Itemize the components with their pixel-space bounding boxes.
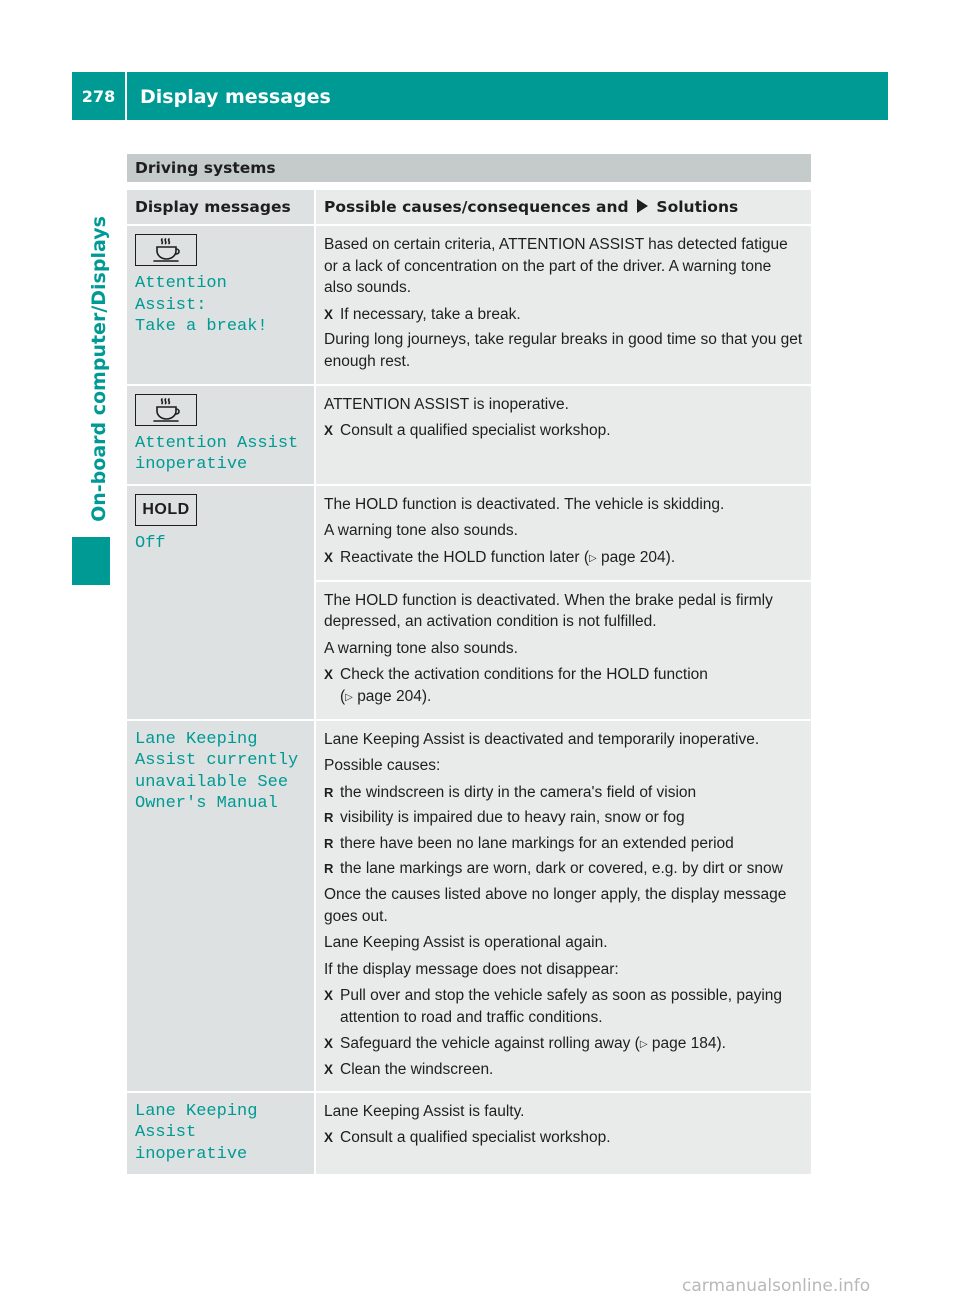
instruction-x-icon: X	[324, 549, 334, 565]
paragraph: Possible causes:	[324, 757, 441, 775]
item-text: Reactivate the HOLD function later (	[340, 548, 589, 566]
instruction-step	[324, 985, 803, 1028]
table-row-group	[127, 1091, 811, 1174]
solution-cell	[316, 1093, 811, 1174]
display-message-text: Off	[135, 533, 166, 553]
bullet-item	[324, 858, 803, 880]
item-text: visibility is impaired due to heavy rain, snow or fog	[340, 809, 685, 827]
side-chapter-marker	[72, 537, 110, 585]
paragraph: Lane Keeping Assist is faulty.	[324, 1102, 525, 1120]
paragraph: The HOLD function is deactivated. The vehicle is skidding.	[324, 495, 725, 513]
instruction-x-icon: X	[324, 306, 334, 322]
column-header-solutions-text: Possible causes/consequences and	[324, 198, 629, 216]
side-chapter-text: On-board computer/Displays	[88, 216, 110, 522]
hold-icon: HOLD	[135, 494, 197, 526]
paragraph: If the display message does not disappear:	[324, 960, 619, 978]
paragraph: A warning tone also sounds.	[324, 639, 518, 657]
solution-cell	[316, 721, 811, 1091]
display-message-text: Attention Assist inoperative	[135, 433, 299, 475]
bullet-r-icon: R	[324, 810, 334, 826]
paragraph: The HOLD function is deactivated. When the brake pedal is firmly depressed, an activation condition is not fulfilled.	[324, 591, 773, 631]
instruction-step	[324, 1127, 803, 1149]
section-title: Display messages	[140, 86, 331, 108]
bullet-item	[324, 782, 803, 804]
instruction-step	[324, 664, 803, 708]
display-message-text: Lane Keeping Assist inoperative	[135, 1101, 258, 1164]
item-text-end: ).	[421, 687, 432, 705]
item-text: If necessary, take a break.	[340, 305, 521, 323]
paragraph: ATTENTION ASSIST is inoperative.	[324, 395, 569, 413]
instruction-step	[324, 304, 803, 326]
solutions-column	[316, 1093, 811, 1174]
page-number: 278	[81, 87, 116, 106]
instruction-x-icon: X	[324, 667, 334, 683]
instruction-step	[324, 547, 803, 570]
side-chapter-label	[84, 206, 114, 532]
bullet-r-icon: R	[324, 861, 334, 877]
table-row-group	[127, 484, 811, 719]
paragraph: A warning tone also sounds.	[324, 522, 518, 540]
item-text: Consult a qualified specialist workshop.	[340, 1129, 611, 1147]
paragraph: During long journeys, take regular breaks in good time so that you get enough rest.	[324, 331, 803, 370]
column-header-solutions	[316, 190, 811, 224]
instruction-x-icon: X	[324, 1035, 334, 1051]
item-text: the windscreen is dirty in the camera's field of vision	[340, 783, 697, 801]
item-text: Consult a qualified specialist workshop.	[340, 422, 611, 440]
table-column-headers	[127, 190, 811, 224]
display-message-text: Attention Assist: Take a break!	[135, 274, 268, 337]
display-message-cell	[127, 721, 314, 1091]
item-text: Check the activation conditions for the HOLD function (	[340, 666, 708, 705]
solutions-column	[316, 721, 811, 1091]
bullet-item	[324, 833, 803, 855]
driving-systems-table	[127, 154, 811, 1174]
instruction-x-icon: X	[324, 1062, 334, 1078]
display-message-cell	[127, 486, 314, 719]
solution-cell	[316, 386, 811, 484]
watermark: carmanualsonline.info	[682, 1276, 871, 1296]
item-text: Safeguard the vehicle against rolling away (	[340, 1034, 640, 1052]
table-row-group	[127, 384, 811, 484]
item-text-end: ).	[716, 1034, 726, 1052]
page-ref-icon: ▷	[588, 552, 597, 564]
display-message-cell	[127, 226, 314, 384]
instruction-step	[324, 1033, 803, 1056]
solutions-column	[316, 226, 811, 384]
item-text: Clean the windscreen.	[340, 1061, 494, 1079]
item-text: Pull over and stop the vehicle safely as soon as possible, paying attention to road and traffic conditions.	[340, 987, 783, 1027]
coffee-cup-icon	[135, 394, 197, 426]
paragraph: Lane Keeping Assist is operational again.	[324, 934, 608, 952]
column-header-display-messages: Display messages	[127, 190, 314, 224]
page-ref-icon: ▷	[639, 1038, 648, 1050]
table-caption: Driving systems	[127, 154, 811, 182]
instruction-step	[324, 420, 803, 442]
solution-cell	[316, 486, 811, 580]
display-message-cell	[127, 1093, 314, 1174]
table-row-group	[127, 719, 811, 1091]
table-body	[127, 224, 811, 1174]
bullet-item	[324, 807, 803, 829]
bullet-r-icon: R	[324, 784, 334, 800]
item-text: the lane markings are worn, dark or covered, e.g. by dirt or snow	[340, 860, 783, 878]
page-reference: page 204	[357, 687, 422, 705]
bullet-r-icon: R	[324, 835, 334, 851]
paragraph: Based on certain criteria, ATTENTION ASSIST has detected fatigue or a lack of concentration on the part of the driver. A warning tone also sounds.	[324, 236, 788, 297]
header-divider	[125, 72, 127, 120]
page-reference: page 204	[601, 548, 666, 566]
item-text-end: ).	[665, 548, 676, 566]
page-reference: page 184	[651, 1034, 717, 1052]
paragraph: Lane Keeping Assist is deactivated and temporarily inoperative.	[324, 730, 760, 748]
table-row-group	[127, 224, 811, 384]
display-message-cell	[127, 386, 314, 484]
solutions-column	[316, 486, 811, 719]
display-message-text: Lane Keeping Assist currently unavailable See Owner's Manual	[135, 729, 299, 814]
page-header	[72, 72, 888, 120]
solution-cell	[316, 580, 811, 719]
instruction-step	[324, 1059, 803, 1081]
column-header-solutions-suffix: Solutions	[656, 198, 739, 216]
paragraph: Once the causes listed above no longer apply, the display message goes out.	[324, 886, 787, 925]
coffee-cup-icon	[135, 234, 197, 266]
item-text: there have been no lane markings for an extended period	[340, 834, 734, 852]
instruction-x-icon: X	[324, 1130, 334, 1146]
solutions-column	[316, 386, 811, 484]
instruction-x-icon: X	[324, 423, 334, 439]
arrow-triangle-icon	[637, 199, 648, 213]
page-ref-icon: ▷	[345, 691, 353, 703]
solution-cell	[316, 226, 811, 384]
instruction-x-icon: X	[324, 988, 334, 1004]
